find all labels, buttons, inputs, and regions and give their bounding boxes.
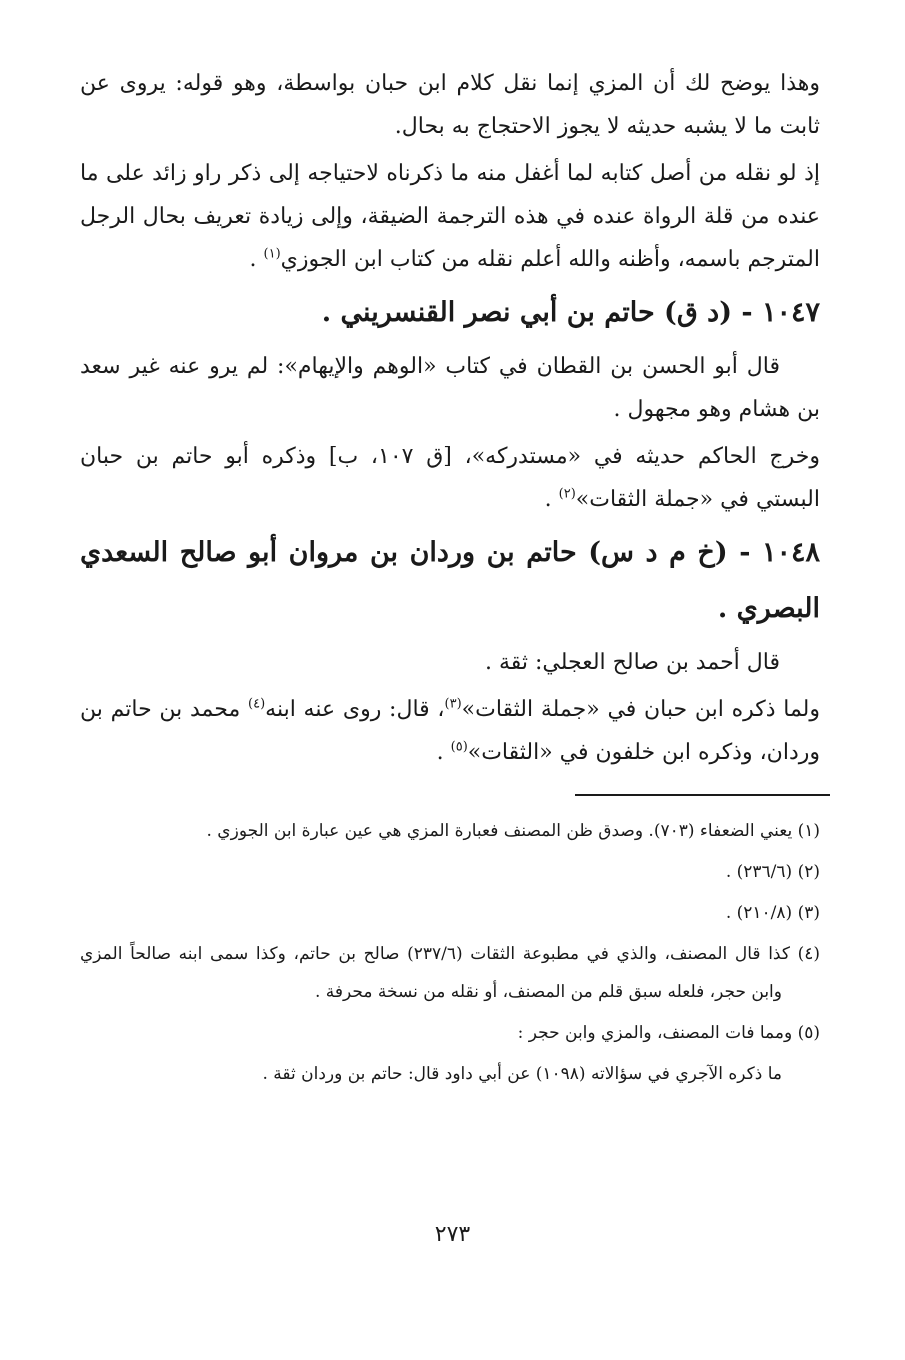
intro-paragraph-1: وهذا يوضح لك أن المزي إنما نقل كلام ابن حبان بواسطة، وهو قوله: يروى عن ثابت ما لا يشبه حديثه لا يجوز الاحتجاج به بحال. [80, 71, 820, 139]
entry-1047-paragraph-2 [80, 435, 820, 521]
page-number: ٢٧٣ [434, 1222, 471, 1247]
footnote-4: (٤) كذا قال المصنف، والذي في مطبوعة الثقات (٢٣٧/٦) صالح بن حاتم، وكذا سمى ابنه صالحاً المزي وابن حجر، فلعله سبق قلم من المصنف، أو نقله من نسخة محرفة . [80, 944, 820, 1002]
footnote-ref-1[interactable]: (١) [263, 246, 281, 262]
entry-1047-title: ١٠٤٧ - (د ق) حاتم بن أبي نصر القنسريني . [321, 297, 820, 328]
entry-1048-paragraph-2-end: . [436, 740, 451, 765]
footnote-separator [575, 794, 830, 796]
main-text [80, 62, 820, 778]
entry-1048-paragraph-2 [80, 688, 820, 774]
footnote-ref-4[interactable]: (٤) [248, 696, 266, 712]
entry-1047-paragraph-2-text: وخرج الحاكم حديثه في «مستدركه»، [ق ١٠٧، ب] وذكره أبو حاتم بن حبان البستي في «جملة الثقات» [80, 444, 820, 512]
intro-paragraph-2-text: إذ لو نقله من أصل كتابه لما أغفل منه ما ذكرناه لاحتياجه إلى ذكر راو زائد على ما عنده من قلة الرواة عنده في هذه الترجمة الضيقة، وإلى زيادة تعريف بحال الرجل المترجم باسمه، وأظنه والله أعلم نقله من كتاب ابن الجوزي [80, 161, 820, 272]
intro-paragraph-2-end: . [249, 247, 264, 272]
entry-1048-paragraph-2-text-c: محمد بن حاتم بن وردان، وذكره ابن خلفون في «الثقات» [80, 697, 820, 765]
footnote-2: (٢) (٢٣٦/٦) . [725, 862, 820, 882]
footnote-1: (١) يعني الضعفاء (٧٠٣). وصدق ظن المصنف فعبارة المزي هي عين عبارة ابن الجوزي . [206, 821, 820, 841]
entry-1048-paragraph-1: قال أحمد بن صالح العجلي: ثقة . [484, 650, 780, 675]
entry-1048-title: ١٠٤٨ - (خ م د س) حاتم بن وردان بن مروان أبو صالح السعدي البصري . [80, 537, 820, 624]
footnote-3: (٣) (٢١٠/٨) . [725, 903, 820, 923]
entry-1047-paragraph-2-end: . [544, 487, 559, 512]
footnote-ref-5[interactable]: (٥) [450, 739, 468, 755]
footnote-5: (٥) ومما فات المصنف، والمزي وابن حجر : [517, 1023, 820, 1043]
footnote-5-continuation: ما ذكره الآجري في سؤالاته (١٠٩٨) عن أبي داود قال: حاتم بن وردان ثقة . [262, 1064, 782, 1084]
entry-1047-paragraph-1: قال أبو الحسن بن القطان في كتاب «الوهم والإيهام»: لم يرو عنه غير سعد بن هشام وهو مجهول . [80, 354, 820, 422]
footnote-ref-2[interactable]: (٢) [558, 486, 576, 502]
entry-1048-paragraph-2-text-a: ولما ذكره ابن حبان في «جملة الثقات» [461, 697, 820, 722]
footnotes-section [80, 812, 820, 1096]
footnote-ref-3[interactable]: (٣) [444, 696, 462, 712]
intro-paragraph-2 [80, 152, 820, 281]
entry-1048-paragraph-2-text-b: ، قال: روى عنه ابنه [265, 697, 445, 722]
